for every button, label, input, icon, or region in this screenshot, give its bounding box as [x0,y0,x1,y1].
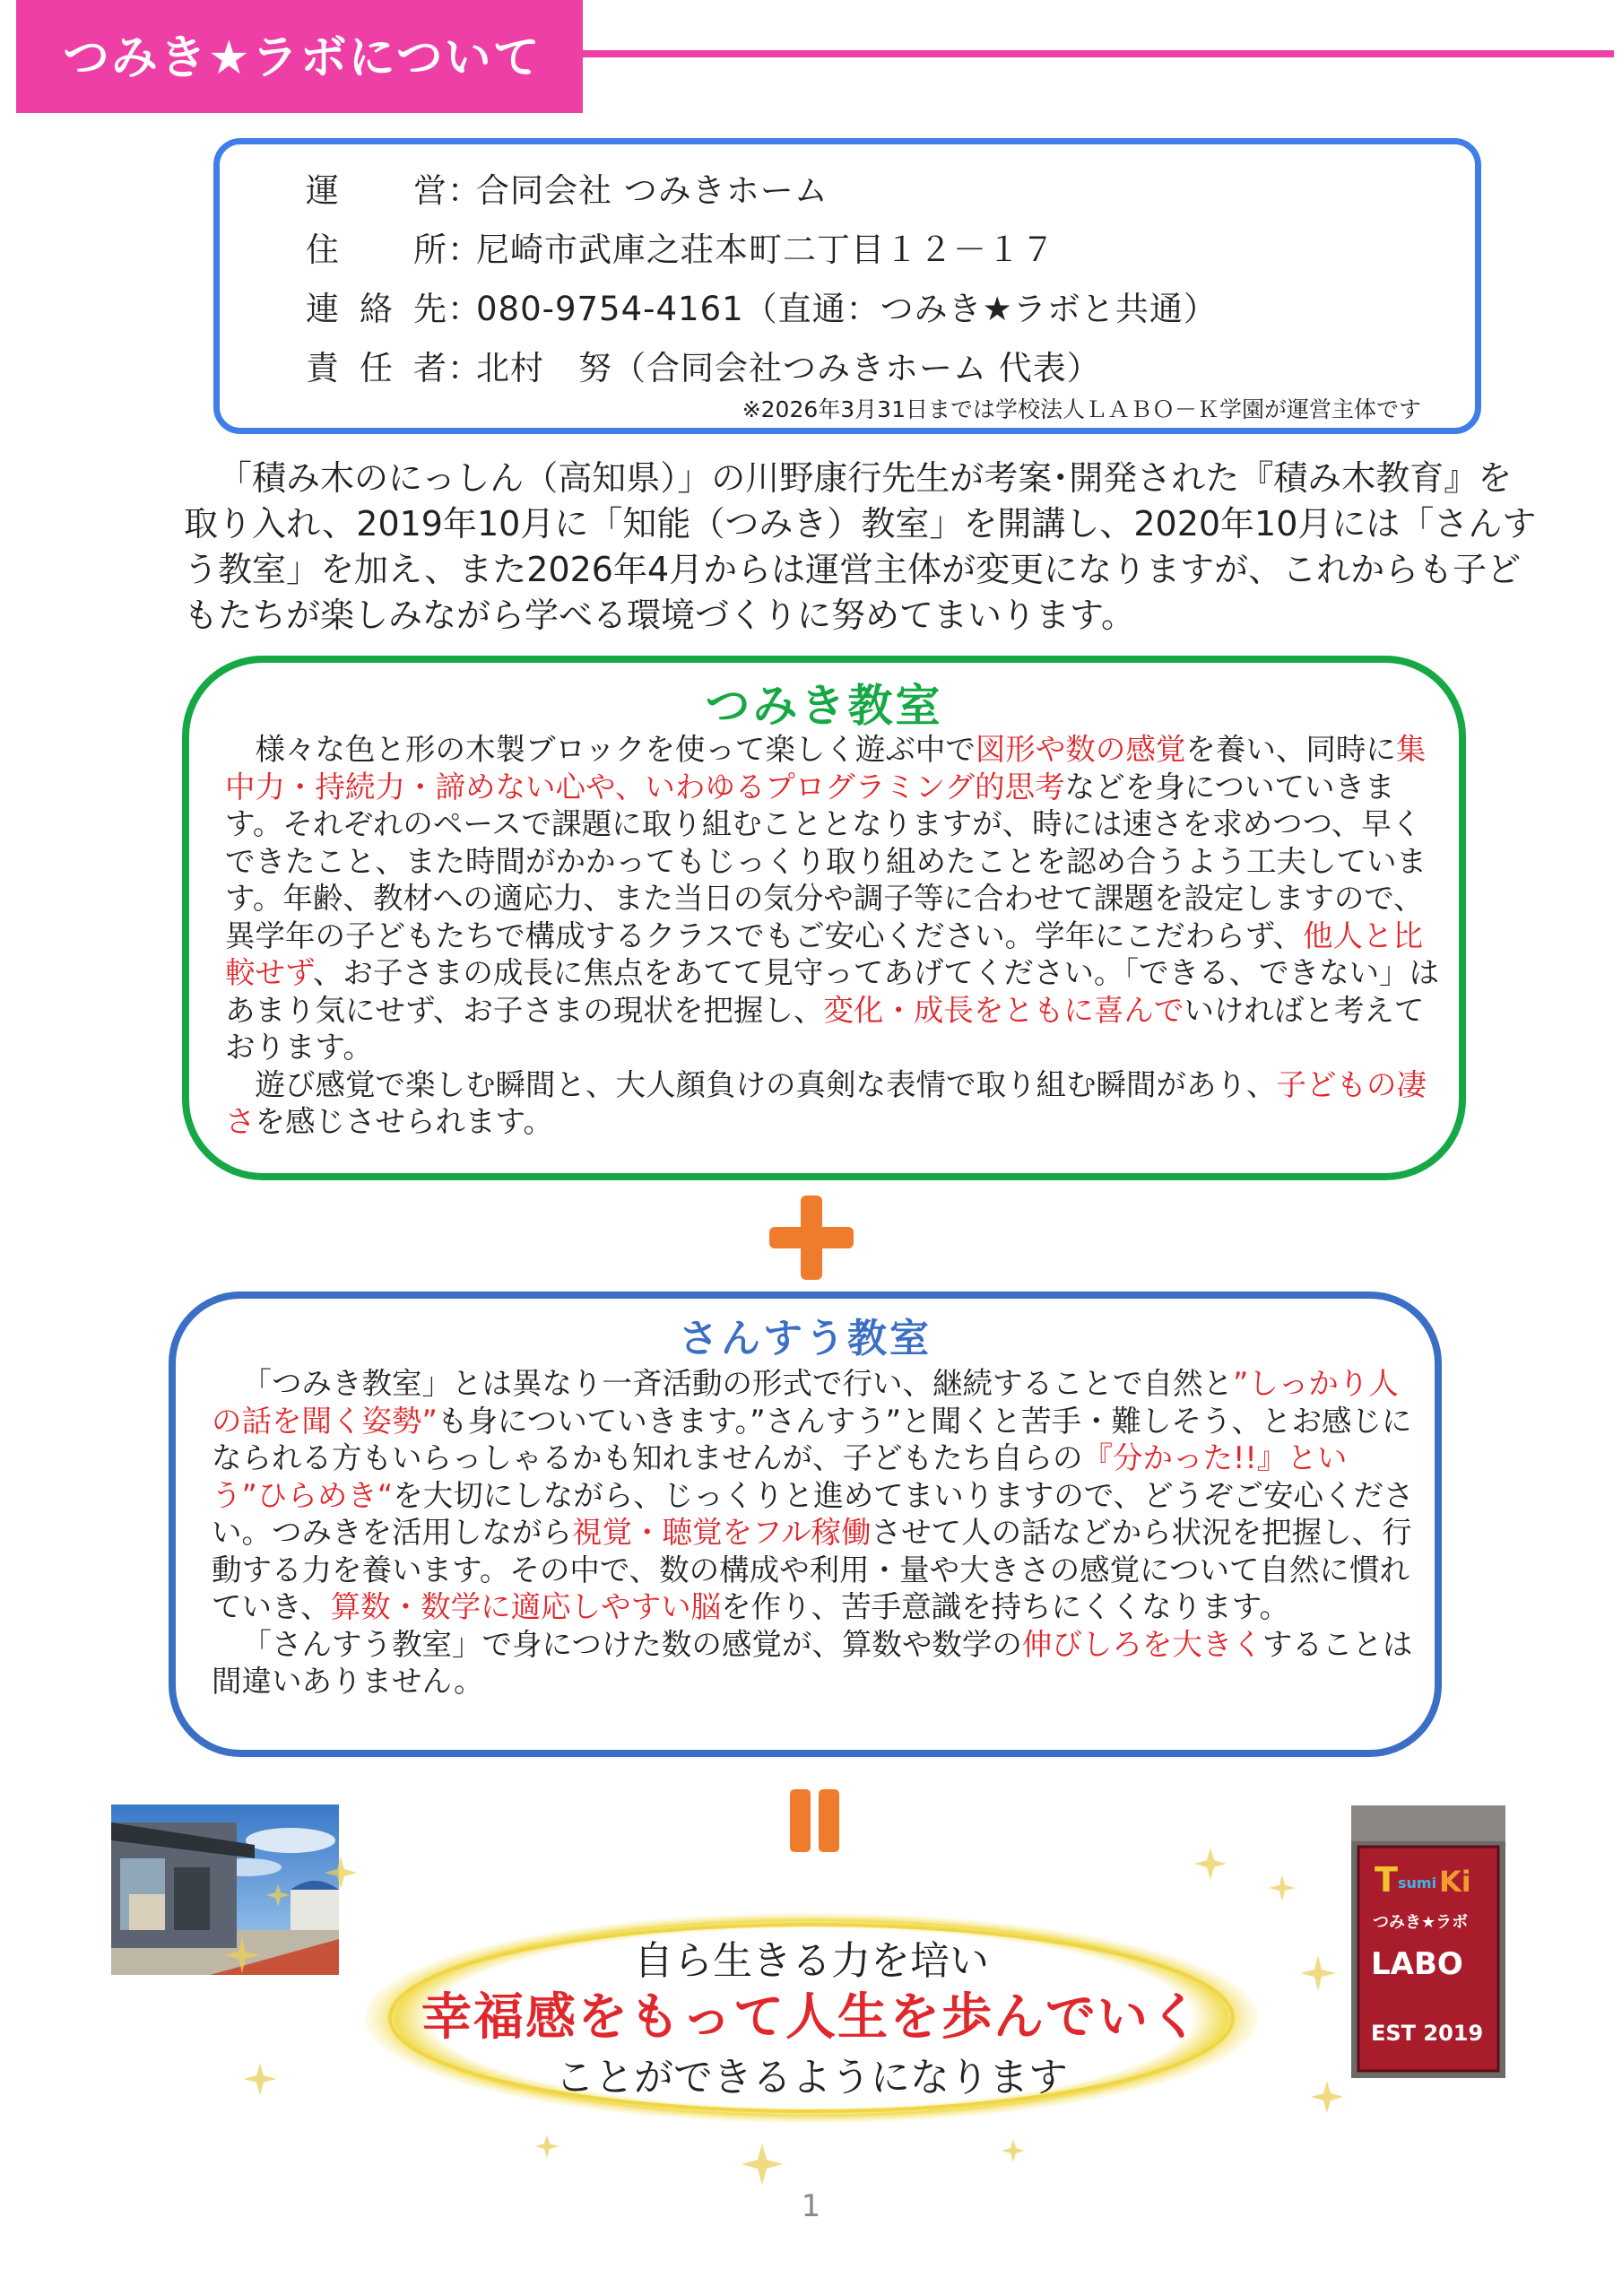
body-text-segment: を養い、同時に [1185,732,1396,767]
highlight-text: 変化・成長をともに喜んで [823,992,1184,1028]
info-separator: ： [447,230,481,269]
page-number: 1 [801,2188,821,2224]
sign-logo-jp: つみき★ラボ [1373,1913,1469,1932]
info-separator: ： [447,171,481,210]
info-separator: ： [447,349,481,387]
highlight-text: 算数・数学に適応しやすい脳 [330,1589,722,1624]
body-text-segment: 様々な色と形の木製ブロックを使って楽しく遊ぶ中で [255,732,976,767]
body-text-segment: させて人の話などから状況を把握し、行動する力を養います。その中で、数の構成や利用・量や大きさの感覚について自然に慣れていき、 [212,1515,1412,1624]
highlight-text: 伸びしろを大きく [1021,1626,1262,1662]
info-row-contact [306,288,1218,331]
highlight-text: 視覚・聴覚をフル稼働 [572,1515,872,1550]
body-text-segment: 「さんすう教室」で身につけた数の感覚が、算数や数学の [241,1626,1022,1662]
page-title: つみき★ラボについて [63,31,542,85]
body-text-segment: 遊び感覚で楽しむ瞬間と、大人顔負けの真剣な表情で取り組む瞬間があり、 [255,1066,1277,1102]
sign-photo [1351,1805,1505,2078]
body-text-segment: いければと考えております。 [225,992,1425,1065]
body-text-segment: することは間違いありません。 [212,1626,1413,1699]
info-value: 080-9754-4161（直通：つみき★ラボと共通） [476,290,1218,328]
tsumiki-title: つみき教室 [705,680,943,732]
info-label: 運営 [306,171,447,210]
tsumiki-classroom-box [182,656,1466,1180]
sansu-classroom-box [169,1292,1442,1757]
body-text-segment: などを身についていきます。それぞれのペースで課題に取り組むこととなりますが、時には速さを求めつつ、早くできたこと、また時間がかかってもじっくり取り組めたことを認め合うよう工夫しています。年齢、教材への適応力、また当日の気分や調子等に合わせて課題を設定しますので、異学年の子どもたちで構成するクラスでもご安心ください。学年にこだわらず、 [225,769,1427,953]
body-text-segment: 「つみき教室」とは異なり一斉活動の形式で行い、継続することで自然と [241,1366,1233,1401]
info-label: 責任者 [306,349,447,387]
body-text-segment: を作り、苦手意識を持ちにくくなります。 [721,1589,1289,1624]
info-row-operator [306,170,828,213]
sign-logo-sumi: sumi [1398,1874,1437,1892]
operator-info-box [213,138,1481,434]
sign-logo-t: T [1375,1860,1398,1900]
info-separator: ： [447,290,481,328]
header-rule [583,50,1614,57]
info-value: 合同会社 つみきホーム [476,171,828,210]
plus-icon-bar [769,1227,854,1248]
sansu-body [212,1365,1417,1700]
tsumiki-body [225,731,1441,1141]
sansu-paragraph-1 [212,1365,1417,1626]
body-text-segment: を感じさせられます。 [255,1104,553,1139]
sansu-title: さんすう教室 [679,1316,932,1361]
highlight-text: ”しっかり人の話を聞く姿勢” [212,1366,1399,1439]
highlight-text: 子どもの凄さ [225,1066,1427,1139]
sign-logo-labo: LABO [1371,1946,1463,1982]
motto-line-2: 幸福感をもって人生を歩んでいく [421,1988,1201,2047]
highlight-text: 他人と比較せず [225,918,1423,990]
tsumiki-paragraph-2 [225,1066,1441,1141]
body-text-segment: も身についていきます。”さんすう”と聞くと苦手・難しそう、とお感じになられる方もいらっしゃるかも知れませんが、子どもたち自らの [212,1403,1412,1475]
intro-paragraph: 「積み木のにっしん（高知県）」の川野康行先生が考案･開発された『積み木教育』を取り入れ、2019年10月に「知能（つみき）教室」を開講し、2020年10月には「さんすう教室」を加え、また2026年4月からは運営主体が変更になりますが、これからも子どもたちが楽しみながら学べる環境づくりに努めてまいります。 [184,458,1537,635]
tsumiki-paragraph-1 [225,731,1441,1066]
motto-line-1: 自ら生きる力を培い [634,1938,989,1984]
highlight-text: 図形や数の感覚 [975,732,1186,767]
sansu-paragraph-2 [212,1626,1417,1700]
highlight-text: 集中力・持続力・諦めない心や、いわゆるプログラミング的思考 [225,732,1427,804]
motto-line-3: ことができるようになります [555,2055,1068,2100]
info-row-representative [306,347,1101,390]
body-text-segment: を大切にしながら、じっくりと進めてまいりますので、どうぞご安心ください。つみきを活用しながら [212,1477,1414,1550]
info-label: 住所 [306,230,447,269]
info-value: 北村 努（合同会社つみきホーム 代表） [476,349,1101,387]
info-value: 尼崎市武庫之荘本町二丁目１２－１７ [476,230,1055,269]
info-row-address [306,229,1055,272]
highlight-text: 『分かった!!』という”ひらめき“ [212,1440,1348,1513]
sign-logo-ki: Ki [1439,1865,1471,1899]
body-text-segment: 、お子さまの成長に焦点をあてて見守ってあげてください。「できる、できない」はあまり気にせず、お子さまの現状を把握し、 [225,955,1440,1028]
info-label: 連絡先 [306,290,447,328]
info-note: ※2026年3月31日までは学校法人ＬＡＢＯ－Ｋ学園が運営主体です [742,396,1421,422]
sign-logo-est: EST 2019 [1371,2021,1484,2046]
